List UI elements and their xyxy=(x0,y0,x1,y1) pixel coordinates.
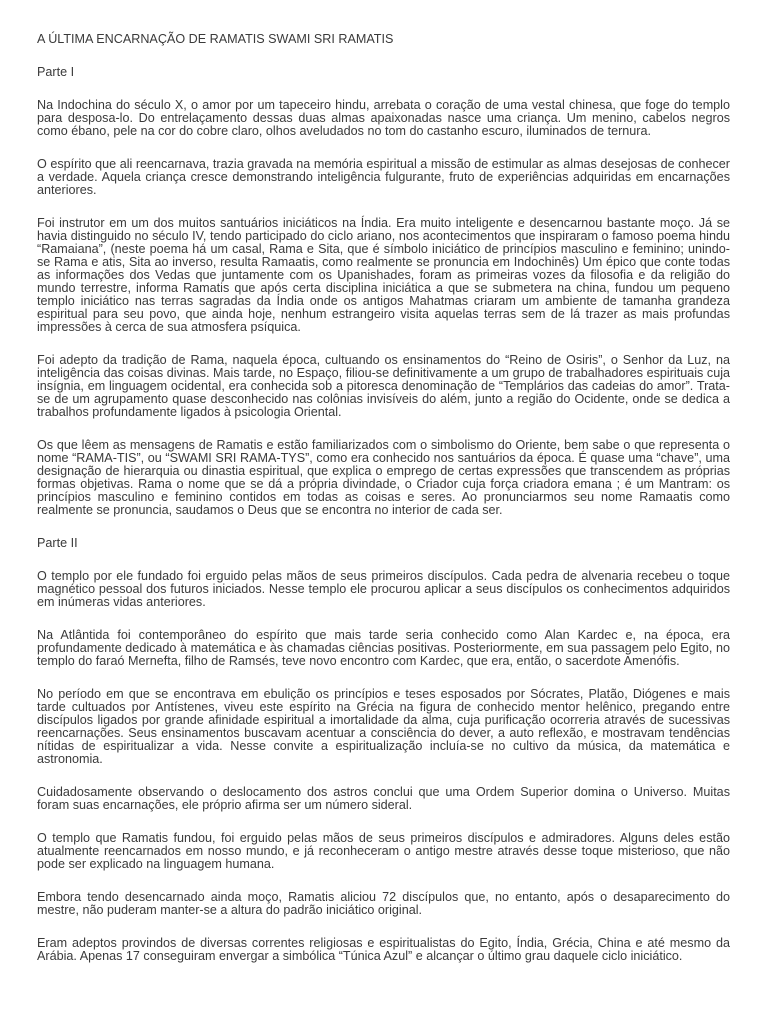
paragraph: O espírito que ali reencarnava, trazia gravada na memória espiritual a missão de estimular as almas desejosas de conhecer a verdade. Aquela criança cresce demonstrando inteligência fulgurante, fruto de experiências adquiridas em encarnações anteriores. xyxy=(37,157,730,197)
paragraph: Embora tendo desencarnado ainda moço, Ramatis aliciou 72 discípulos que, no entanto, após o desaparecimento do mestre, não puderam manter-se a altura do padrão iniciático original. xyxy=(37,890,730,917)
paragraph: Foi instrutor em um dos muitos santuários iniciáticos na Índia. Era muito inteligente e desencarnou bastante moço. Já se havia distinguido no século IV, tendo participado do ciclo ariano, nos acontecimentos que inspiraram o famoso poema hindu “Ramaiana”, (neste poema há um casal, Rama e Sita, que é símbolo iniciático de princípios masculino e feminino; unindo-se Rama e atis, Sita ao inverso, resulta Ramaatis, como realmente se pronuncia em Indochinês) Um épico que conte todas as informações dos Vedas que juntamente com os Upanishades, foram as primeiras vozes da filosofia e da religião do mundo terrestre, informa Ramatis que após certa disciplina iniciática a que se submetera na china, fundou um pequeno templo iniciático nas terras sagradas da Índia onde os antigos Mahatmas criaram um ambiente de tamanha grandeza espiritual para seu povo, que ainda hoje, nenhum estrangeiro visita aquelas terras sem de lá trazer as mais profundas impressões à cerca de sua atmosfera psíquica. xyxy=(37,216,730,334)
document-title: A ÚLTIMA ENCARNAÇÃO DE RAMATIS SWAMI SRI RAMATIS xyxy=(37,32,394,46)
part-1-heading: Parte I xyxy=(37,65,75,79)
paragraph: Cuidadosamente observando o deslocamento dos astros conclui que uma Ordem Superior domina o Universo. Muitas foram suas encarnações, ele próprio afirma ser um número sideral. xyxy=(37,785,730,812)
paragraph: No período em que se encontrava em ebulição os princípios e teses esposados por Sócrates, Platão, Diógenes e mais tarde cultuados por Antístenes, viveu este espírito na Grécia na figura de conhecido mentor helênico, pregando entre discípulos ligados por grande afinidade espiritual a imortalidade da alma, cuja purificação ocorreria através de sucessivas reencarnações. Seus ensinamentos buscavam acentuar a consciência do dever, a auto reflexão, e mostravam tendências nítidas de espiritualizar a vida. Nesse convite a espiritualização incluía-se no cultivo da música, da matemática e astronomia. xyxy=(37,687,730,766)
paragraph: Foi adepto da tradição de Rama, naquela época, cultuando os ensinamentos do “Reino de Osiris”, o Senhor da Luz, na inteligência das coisas divinas. Mais tarde, no Espaço, filiou-se definitivamente a um grupo de trabalhadores espirituais cuja insígnia, em linguagem ocidental, era conhecida sob a pitoresca denominação de “Templários das cadeias do amor”. Trata-se de um agrupamento quase desconhecido nas colônias invisíveis do além, junto a região do Ocidente, onde se dedica a trabalhos profundamente ligados à psicologia Oriental. xyxy=(37,353,730,419)
paragraph: O templo que Ramatis fundou, foi erguido pelas mãos de seus primeiros discípulos e admiradores. Alguns deles estão atualmente reencarnados em nosso mundo, e já reconheceram o antigo mestre através desse toque misterioso, que não pode ser explicado na linguagem humana. xyxy=(37,831,730,871)
paragraph: Os que lêem as mensagens de Ramatis e estão familiarizados com o simbolismo do Oriente, bem sabe o que representa o nome “RAMA-TIS”, ou “SWAMI SRI RAMA-TYS”, como era conhecido nos santuários da época. É quase uma “chave”, uma designação de hierarquia ou dinastia espiritual, que explica o emprego de certas expressões que transcendem as próprias formas objetivas. Rama o nome que se dá a própria divindade, o Criador cuja força criadora emana ; é um Mantram: os princípios masculino e feminino contidos em todas as coisas e seres. Ao pronunciarmos seu nome Ramaatis como realmente se pronuncia, saudamos o Deus que se encontra no interior de cada ser. xyxy=(37,438,730,517)
document-page xyxy=(37,33,730,983)
paragraph: Eram adeptos provindos de diversas correntes religiosas e espiritualistas do Egito, Índia, Grécia, China e até mesmo da Arábia. Apenas 17 conseguiram envergar a simbólica “Túnica Azul” e alcançar o último grau daquele ciclo iniciático. xyxy=(37,936,730,963)
paragraph: O templo por ele fundado foi erguido pelas mãos de seus primeiros discípulos. Cada pedra de alvenaria recebeu o toque magnético pessoal dos futuros iniciados. Nesse templo ele procurou aplicar a seus discípulos os conhecimentos adquiridos em inúmeras vidas anteriores. xyxy=(37,569,730,609)
paragraph: Na Indochina do século X, o amor por um tapeceiro hindu, arrebata o coração de uma vestal chinesa, que foge do templo para desposa-lo. Do entrelaçamento dessas duas almas apaixonadas nasce uma criança. Um menino, cabelos negros como ébano, pele na cor do cobre claro, olhos aveludados no tom do castanho escuro, iluminados de ternura. xyxy=(37,98,730,138)
part-2-heading: Parte II xyxy=(37,536,78,550)
paragraph: Na Atlântida foi contemporâneo do espírito que mais tarde seria conhecido como Alan Kardec e, na época, era profundamente dedicado à matemática e às chamadas ciências positivas. Posteriormente, em sua passagem pelo Egito, no templo do faraó Mernefta, filho de Ramsés, teve novo encontro com Kardec, que era, então, o sacerdote Amenófis. xyxy=(37,628,730,668)
